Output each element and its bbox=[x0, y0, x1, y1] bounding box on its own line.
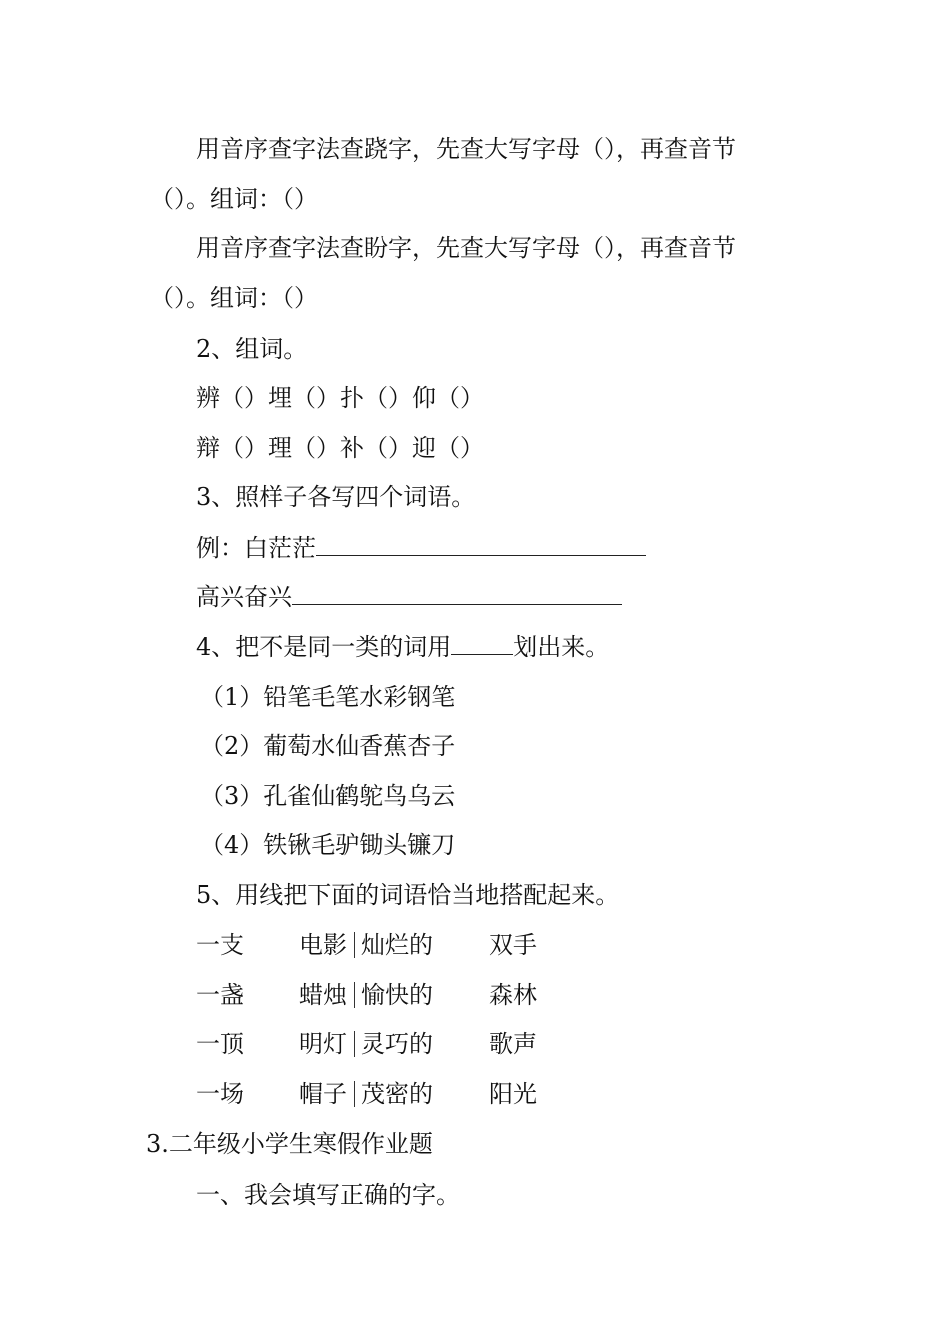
q5-noun: 电影 bbox=[299, 931, 347, 959]
q3-example1-row bbox=[196, 533, 646, 563]
q4-item: （1）铅笔毛笔水彩钢笔 bbox=[200, 683, 456, 711]
q3-heading: 3、照样子各写四个词语。 bbox=[196, 483, 476, 511]
q5-measure-word: 一场 bbox=[196, 1080, 244, 1108]
q4-underline-sample bbox=[451, 632, 513, 655]
q5-adjective: 灵巧的 bbox=[361, 1030, 433, 1058]
q3-example2-blank[interactable] bbox=[292, 582, 622, 605]
q5-target-word: 歌声 bbox=[489, 1030, 537, 1058]
q4-item: （3）孔雀仙鹤鸵鸟乌云 bbox=[200, 782, 456, 810]
q5-measure-word: 一支 bbox=[196, 931, 244, 959]
q1-line2a: 用音序查字法查盼字，先查大写字母（），再查音节 bbox=[196, 234, 736, 262]
q1-line1a: 用音序查字法查跷字，先查大写字母（），再查音节 bbox=[196, 135, 736, 163]
q4-heading-after: 划出来。 bbox=[513, 633, 610, 661]
section3-subheading: 一、我会填写正确的字。 bbox=[196, 1181, 460, 1209]
q5-target-word: 双手 bbox=[489, 931, 537, 959]
q4-heading bbox=[196, 632, 609, 662]
q4-item: （2）葡萄水仙香蕉杏子 bbox=[200, 732, 456, 760]
q5-noun: 帽子 bbox=[299, 1080, 347, 1108]
q2-row2: 辩（）理（）补（）迎（） bbox=[196, 434, 484, 462]
q5-adjective: 愉快的 bbox=[361, 981, 433, 1009]
q4-item: （4）铁锹毛驴锄头镰刀 bbox=[200, 831, 456, 859]
q5-target-word: 森林 bbox=[489, 981, 537, 1009]
q5-noun: 蜡烛 bbox=[299, 981, 347, 1009]
q5-divider bbox=[354, 982, 355, 1008]
q5-target-word: 阳光 bbox=[489, 1080, 537, 1108]
q3-example2-label: 高兴奋兴 bbox=[196, 583, 292, 611]
q3-example1-label: 例：白茫茫 bbox=[196, 534, 316, 562]
q5-adjective: 茂密的 bbox=[361, 1080, 433, 1108]
q5-heading: 5、用线把下面的词语恰当地搭配起来。 bbox=[196, 881, 620, 909]
q5-measure-word: 一盏 bbox=[196, 981, 244, 1009]
q3-example2-row bbox=[196, 582, 622, 612]
q5-divider bbox=[354, 932, 355, 958]
section3-title: 3.二年级小学生寒假作业题 bbox=[146, 1130, 433, 1158]
q2-row1: 辨（）埋（）扑（）仰（） bbox=[196, 384, 484, 412]
q5-noun: 明灯 bbox=[299, 1030, 347, 1058]
q4-heading-before: 4、把不是同一类的词用 bbox=[196, 633, 452, 661]
q5-measure-word: 一顶 bbox=[196, 1030, 244, 1058]
q5-divider bbox=[354, 1081, 355, 1107]
q3-example1-blank[interactable] bbox=[316, 533, 646, 556]
q5-divider bbox=[354, 1031, 355, 1057]
q5-adjective: 灿烂的 bbox=[361, 931, 433, 959]
q2-heading: 2、组词。 bbox=[196, 335, 308, 363]
q1-line1b: （）。组词：（） bbox=[150, 185, 318, 213]
q1-line2b: （）。组词：（） bbox=[150, 284, 318, 312]
